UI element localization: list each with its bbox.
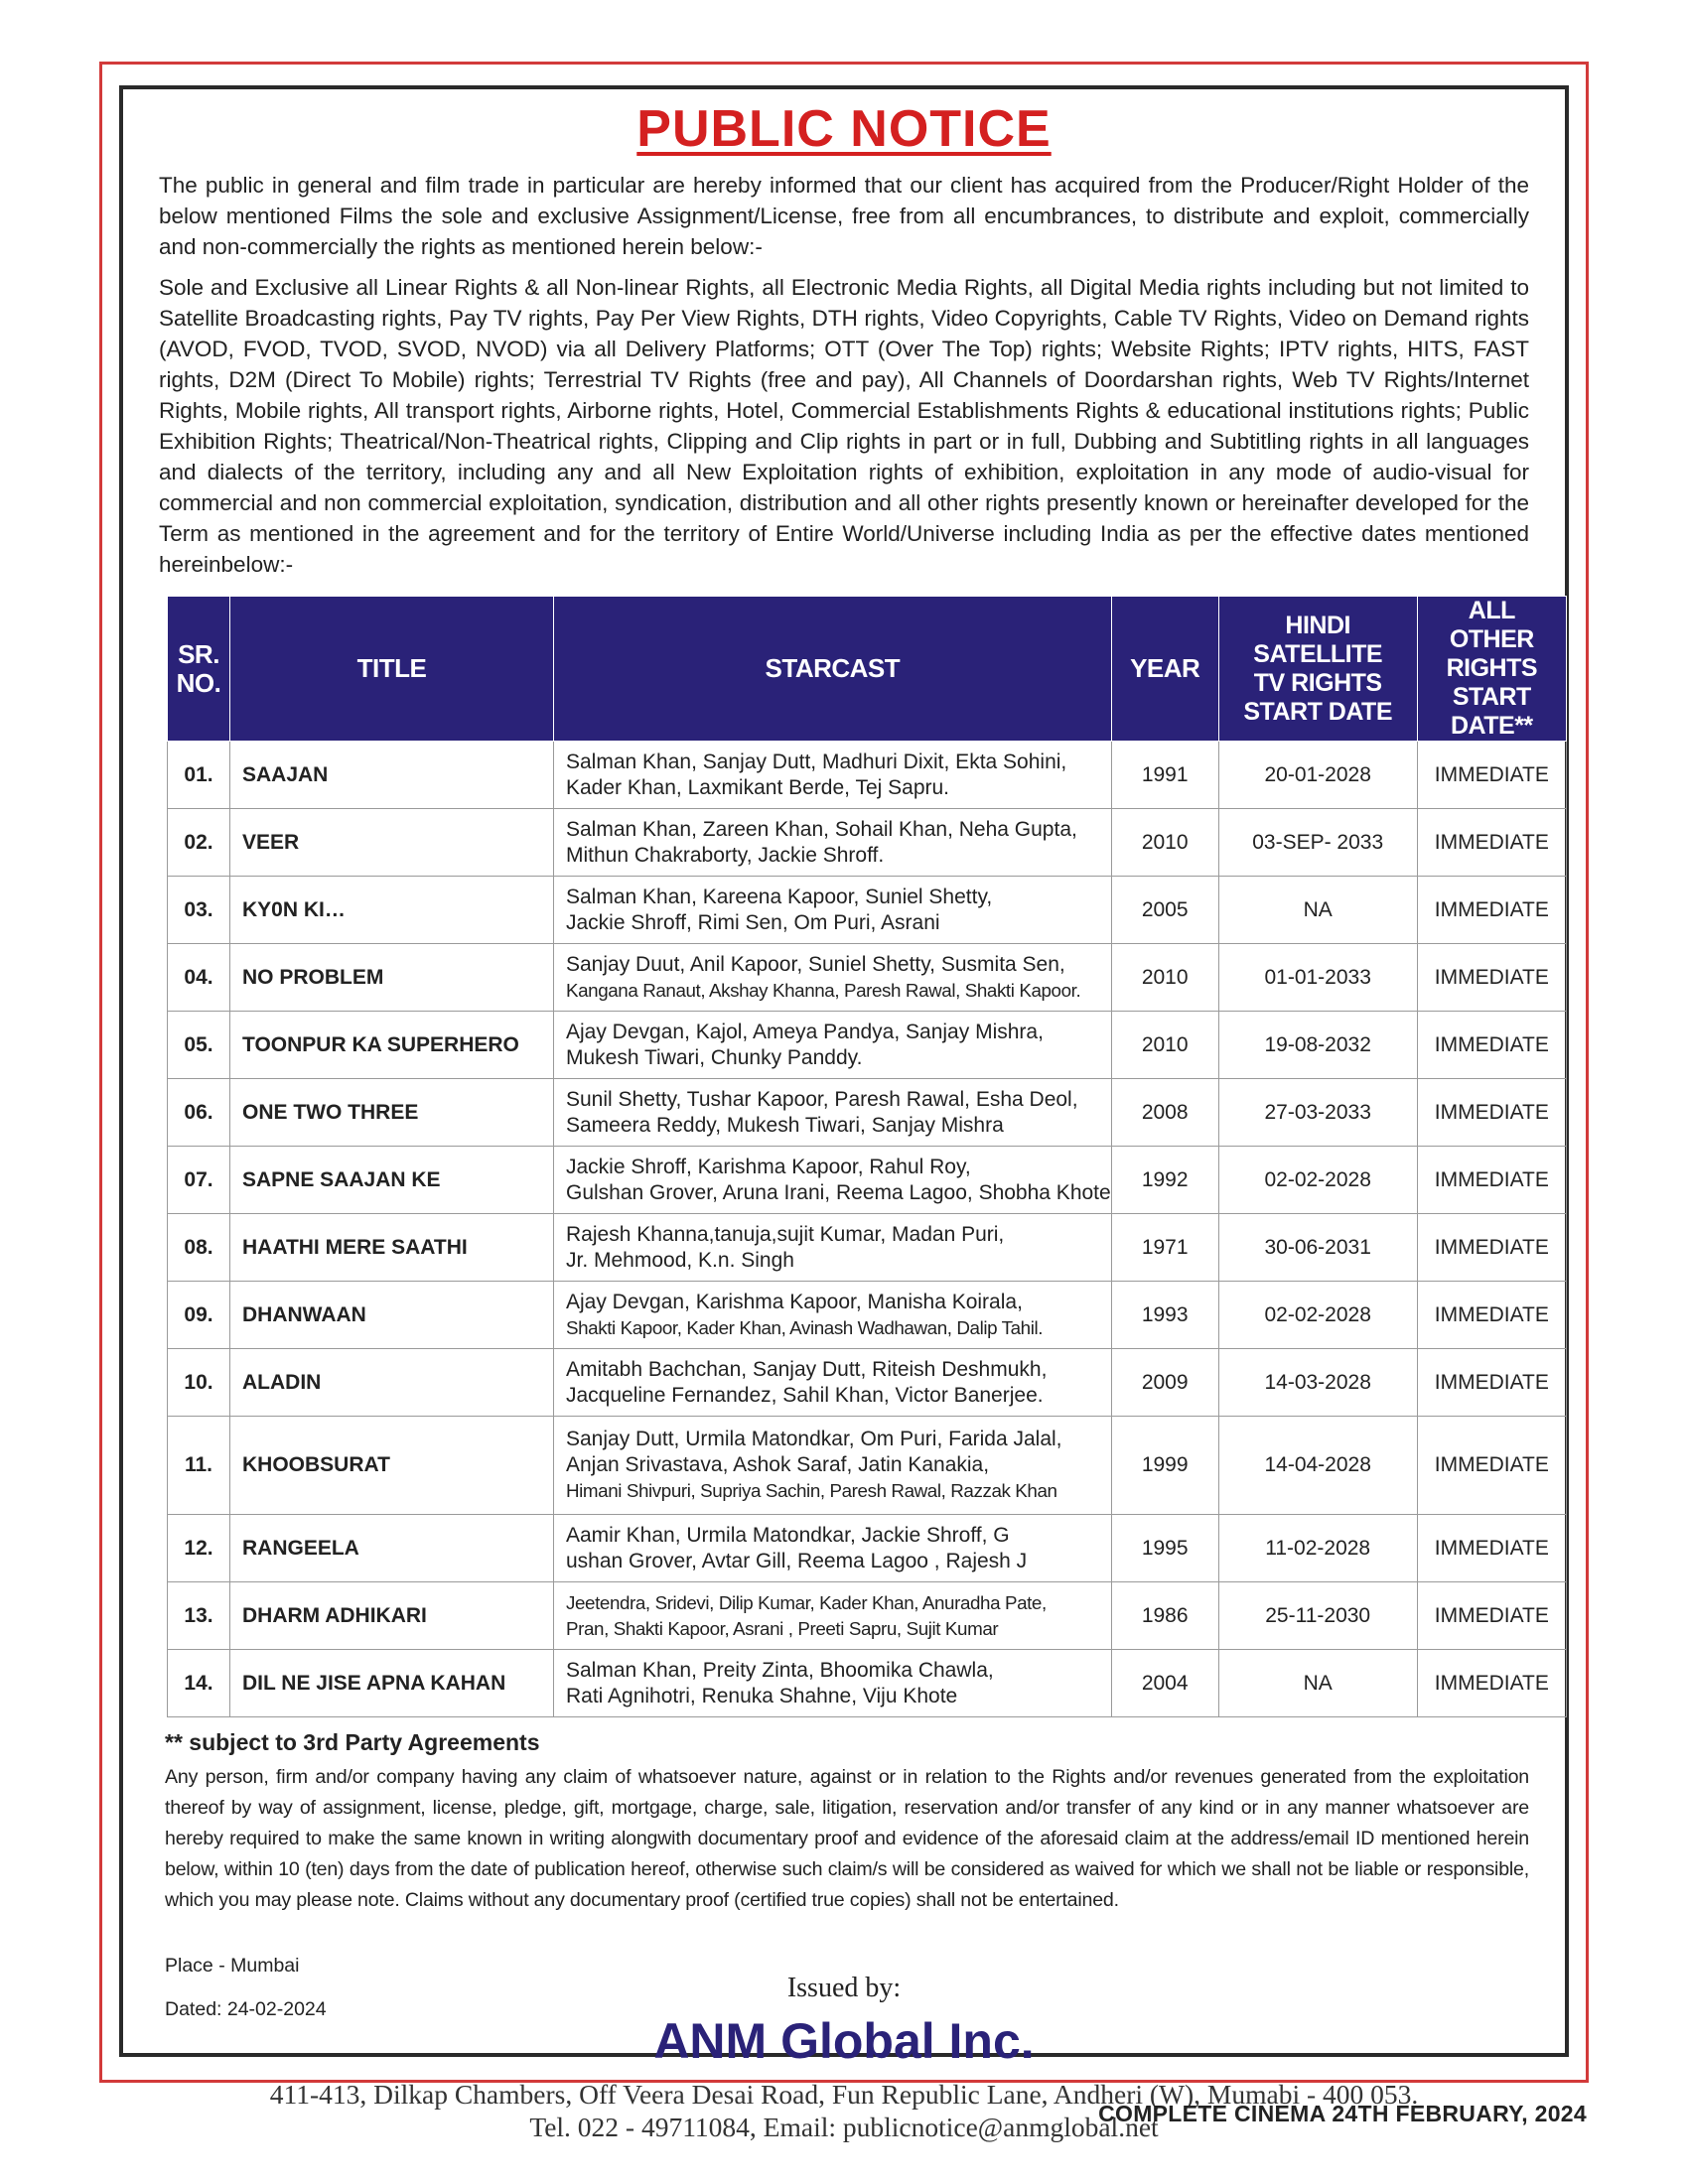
- table-row: [168, 1147, 1567, 1214]
- footnote: ** subject to 3rd Party Agreements: [165, 1729, 540, 1756]
- issuer-address: 411-413, Dilkap Chambers, Off Veera Desai Road, Fun Republic Lane, Andheri (W), Mumabi - 400 053.: [269, 2079, 1419, 2110]
- cell-year: 2008: [1111, 1079, 1218, 1147]
- table-row: [168, 1349, 1567, 1417]
- cell-sr-no: 14.: [168, 1650, 230, 1717]
- cell-title: SAAJAN: [230, 742, 554, 809]
- cell-other-start-date: IMMEDIATE: [1417, 1012, 1566, 1079]
- header-title: TITLE: [230, 597, 554, 742]
- cell-hindi-start-date: 01-01-2033: [1218, 944, 1417, 1012]
- cell-sr-no: 03.: [168, 877, 230, 944]
- header-hindi-satellite-start: HINDI SATELLITE TV RIGHTS START DATE: [1218, 597, 1417, 742]
- table-body: [168, 742, 1567, 1717]
- table-row: [168, 1012, 1567, 1079]
- issuer-company: ANM Global Inc.: [653, 2013, 1035, 2069]
- intro-paragraph: The public in general and film trade in particular are hereby informed that our client has acquired from the Producer/Right Holder of the below mentioned Films the sole and exclusive Assignment/License, free from all encumbrances, to distribute and exploit, commercially and non-commercially the rights as mentioned herein below:-: [159, 173, 1529, 260]
- cell-title: ONE TWO THREE: [230, 1079, 554, 1147]
- cell-sr-no: 07.: [168, 1147, 230, 1214]
- cell-other-start-date: IMMEDIATE: [1417, 1515, 1566, 1582]
- starcast-line: Jr. Mehmood, K.n. Singh: [566, 1248, 794, 1272]
- cell-starcast: [554, 877, 1112, 944]
- starcast-line: Sanjay Dutt, Urmila Matondkar, Om Puri, Farida Jalal,: [566, 1428, 1062, 1451]
- starcast-line: Amitabh Bachchan, Sanjay Dutt, Riteish Deshmukh,: [566, 1357, 1048, 1381]
- header-other-rights-start: ALL OTHER RIGHTS START DATE**: [1417, 597, 1566, 742]
- issuer-contact: Tel. 022 - 49711084, Email: publicnotice@anmglobal.net: [529, 2112, 1159, 2142]
- cell-other-start-date: IMMEDIATE: [1417, 877, 1566, 944]
- cell-starcast: [554, 1282, 1112, 1349]
- starcast-line: Mithun Chakraborty, Jackie Shroff.: [566, 843, 885, 867]
- starcast-line: Salman Khan, Zareen Khan, Sohail Khan, Neha Gupta,: [566, 817, 1077, 841]
- cell-sr-no: 10.: [168, 1349, 230, 1417]
- cell-hindi-start-date: 19-08-2032: [1218, 1012, 1417, 1079]
- cell-hindi-start-date: 03-SEP- 2033: [1218, 809, 1417, 877]
- starcast-line: Rajesh Khanna,tanuja,sujit Kumar, Madan Puri,: [566, 1222, 1005, 1246]
- claims-disclaimer: Any person, firm and/or company having any claim of whatsoever nature, against or in relation to the Rights and/or revenues generated from the exploitation thereof by way of assignment, license, pledge, gift, mortgage, charge, sale, litigation, reservation and/or transfer of any kind or in any manner whatsoever are hereby required to make the same known in writing alongwith documentary proof and evidence of the aforesaid claim at the address/email ID mentioned herein below, within 10 (ten) days from the date of publication hereof, otherwise such claim/s will be considered as waived for which we shall not be liable or responsible, which you may please note. Claims without any documentary proof (certified true copies) shall not be entertained.: [165, 1766, 1529, 1912]
- cell-starcast: [554, 944, 1112, 1012]
- table-row: [168, 1417, 1567, 1515]
- starcast-line: Sunil Shetty, Tushar Kapoor, Paresh Rawal, Esha Deol,: [566, 1087, 1078, 1111]
- cell-other-start-date: IMMEDIATE: [1417, 1079, 1566, 1147]
- cell-title: DIL NE JISE APNA KAHAN: [230, 1650, 554, 1717]
- cell-hindi-start-date: NA: [1218, 877, 1417, 944]
- table-row: [168, 1282, 1567, 1349]
- cell-year: 1992: [1111, 1147, 1218, 1214]
- table-row: [168, 742, 1567, 809]
- starcast-line: Jackie Shroff, Rimi Sen, Om Puri, Asrani: [566, 910, 940, 934]
- cell-year: 2005: [1111, 877, 1218, 944]
- starcast-line: Jackie Shroff, Karishma Kapoor, Rahul Roy,: [566, 1155, 971, 1178]
- cell-title: SAPNE SAAJAN KE: [230, 1147, 554, 1214]
- cell-title: VEER: [230, 809, 554, 877]
- table-header-row: [168, 597, 1567, 742]
- starcast-line: Himani Shivpuri, Supriya Sachin, Paresh Rawal, Razzak Khan: [566, 1480, 1057, 1502]
- starcast-line: Pran, Shakti Kapoor, Asrani , Preeti Sapru, Sujit Kumar: [566, 1617, 999, 1639]
- cell-title: ALADIN: [230, 1349, 554, 1417]
- cell-title: KHOOBSURAT: [230, 1417, 554, 1515]
- cell-title: NO PROBLEM: [230, 944, 554, 1012]
- cell-other-start-date: IMMEDIATE: [1417, 1147, 1566, 1214]
- cell-starcast: [554, 1079, 1112, 1147]
- notice-title: PUBLIC NOTICE: [636, 100, 1052, 158]
- cell-starcast: [554, 1650, 1112, 1717]
- cell-year: 1995: [1111, 1515, 1218, 1582]
- cell-title: HAATHI MERE SAATHI: [230, 1214, 554, 1282]
- cell-other-start-date: IMMEDIATE: [1417, 1214, 1566, 1282]
- table-row: [168, 1650, 1567, 1717]
- starcast-line: Sameera Reddy, Mukesh Tiwari, Sanjay Mishra: [566, 1113, 1004, 1137]
- cell-hindi-start-date: 25-11-2030: [1218, 1582, 1417, 1650]
- cell-sr-no: 05.: [168, 1012, 230, 1079]
- cell-hindi-start-date: 02-02-2028: [1218, 1147, 1417, 1214]
- cell-starcast: [554, 1582, 1112, 1650]
- cell-hindi-start-date: 20-01-2028: [1218, 742, 1417, 809]
- starcast-line: ushan Grover, Avtar Gill, Reema Lagoo , Rajesh J: [566, 1549, 1028, 1572]
- cell-sr-no: 04.: [168, 944, 230, 1012]
- cell-sr-no: 01.: [168, 742, 230, 809]
- table-row: [168, 1079, 1567, 1147]
- starcast-line: Salman Khan, Sanjay Dutt, Madhuri Dixit, Ekta Sohini,: [566, 750, 1067, 773]
- header-sr-no: SR. NO.: [168, 597, 230, 742]
- cell-year: 1993: [1111, 1282, 1218, 1349]
- cell-year: 1986: [1111, 1582, 1218, 1650]
- starcast-line: Kader Khan, Laxmikant Berde, Tej Sapru.: [566, 775, 950, 799]
- cell-other-start-date: IMMEDIATE: [1417, 742, 1566, 809]
- cell-starcast: [554, 1515, 1112, 1582]
- starcast-line: Salman Khan, Preity Zinta, Bhoomika Chawla,: [566, 1658, 994, 1682]
- table-row: [168, 1214, 1567, 1282]
- cell-sr-no: 09.: [168, 1282, 230, 1349]
- cell-sr-no: 11.: [168, 1417, 230, 1515]
- rights-paragraph: Sole and Exclusive all Linear Rights & all Non-linear Rights, all Electronic Media Rights, all Digital Media rights including but not limited to Satellite Broadcasting rights, Pay TV rights, Pay Per View Rights, DTH rights, Video Copyrights, Cable TV Rights, Video on Demand rights (AVOD, FVOD, TVOD, SVOD, NVOD) via all Delivery Platforms; OTT (Over The Top) rights; Website Rights; IPTV rights, HITS, FAST rights, D2M (Direct To Mobile) rights; Terrestrial TV Rights (free and pay), All Channels of Doordarshan rights, Web TV Rights/Internet Rights, Mobile rights, All transport rights, Airborne rights, Hotel, Commercial Establishments Rights & educational institutions rights; Public Exhibition Rights; Theatrical/Non-Theatrical rights, Clipping and Clip rights in part or in full, Dubbing and Subtitling rights in all languages and dialects of the territory, including any and all New Exploitation rights of exhibition, exploitation in any mode of audio-visual for commercial and non commercial exploitation, syndication, distribution and all other rights presently known or hereinafter developed for the Term as mentioned in the agreement and for the territory of Entire World/Universe including India as per the effective dates mentioned hereinbelow:-: [159, 275, 1529, 578]
- cell-other-start-date: IMMEDIATE: [1417, 1349, 1566, 1417]
- cell-starcast: [554, 1214, 1112, 1282]
- starcast-line: Shakti Kapoor, Kader Khan, Avinash Wadhawan, Dalip Tahil.: [566, 1316, 1044, 1338]
- table-row: [168, 1582, 1567, 1650]
- cell-other-start-date: IMMEDIATE: [1417, 1282, 1566, 1349]
- dated: Dated: 24-02-2024: [165, 1998, 327, 2020]
- table-row: [168, 809, 1567, 877]
- cell-sr-no: 08.: [168, 1214, 230, 1282]
- cell-year: 2010: [1111, 1012, 1218, 1079]
- cell-other-start-date: IMMEDIATE: [1417, 944, 1566, 1012]
- starcast-line: Ajay Devgan, Karishma Kapoor, Manisha Koirala,: [566, 1290, 1023, 1313]
- cell-hindi-start-date: 27-03-2033: [1218, 1079, 1417, 1147]
- starcast-line: Mukesh Tiwari, Chunky Panddy.: [566, 1045, 863, 1069]
- cell-starcast: [554, 1012, 1112, 1079]
- starcast-line: Aamir Khan, Urmila Matondkar, Jackie Shroff, G: [566, 1523, 1010, 1547]
- cell-other-start-date: IMMEDIATE: [1417, 1417, 1566, 1515]
- cell-hindi-start-date: 11-02-2028: [1218, 1515, 1417, 1582]
- cell-year: 1999: [1111, 1417, 1218, 1515]
- starcast-line: Gulshan Grover, Aruna Irani, Reema Lagoo, Shobha Khote: [566, 1180, 1111, 1204]
- table-row: [168, 1515, 1567, 1582]
- cell-sr-no: 12.: [168, 1515, 230, 1582]
- starcast-line: Jeetendra, Sridevi, Dilip Kumar, Kader Khan, Anuradha Pate,: [566, 1591, 1047, 1613]
- cell-other-start-date: IMMEDIATE: [1417, 1650, 1566, 1717]
- table-row: [168, 944, 1567, 1012]
- cell-sr-no: 02.: [168, 809, 230, 877]
- starcast-line: Anjan Srivastava, Ashok Saraf, Jatin Kanakia,: [566, 1453, 990, 1477]
- header-starcast: STARCAST: [554, 597, 1112, 742]
- cell-other-start-date: IMMEDIATE: [1417, 809, 1566, 877]
- starcast-line: Salman Khan, Kareena Kapoor, Suniel Shetty,: [566, 885, 993, 908]
- cell-starcast: [554, 809, 1112, 877]
- cell-sr-no: 13.: [168, 1582, 230, 1650]
- starcast-line: Sanjay Duut, Anil Kapoor, Suniel Shetty, Susmita Sen,: [566, 952, 1065, 976]
- cell-title: TOONPUR KA SUPERHERO: [230, 1012, 554, 1079]
- cell-hindi-start-date: 02-02-2028: [1218, 1282, 1417, 1349]
- cell-year: 2009: [1111, 1349, 1218, 1417]
- cell-hindi-start-date: NA: [1218, 1650, 1417, 1717]
- cell-hindi-start-date: 14-03-2028: [1218, 1349, 1417, 1417]
- cell-year: 2004: [1111, 1650, 1218, 1717]
- cell-other-start-date: IMMEDIATE: [1417, 1582, 1566, 1650]
- starcast-line: Ajay Devgan, Kajol, Ameya Pandya, Sanjay Mishra,: [566, 1020, 1044, 1043]
- cell-title: RANGEELA: [230, 1515, 554, 1582]
- cell-hindi-start-date: 14-04-2028: [1218, 1417, 1417, 1515]
- cell-starcast: [554, 1147, 1112, 1214]
- place: Place - Mumbai: [165, 1955, 300, 1977]
- cell-year: 2010: [1111, 944, 1218, 1012]
- cell-title: KY0N KI…: [230, 877, 554, 944]
- starcast-line: Jacqueline Fernandez, Sahil Khan, Victor Banerjee.: [566, 1383, 1044, 1407]
- header-year: YEAR: [1111, 597, 1218, 742]
- cell-title: DHANWAAN: [230, 1282, 554, 1349]
- cell-hindi-start-date: 30-06-2031: [1218, 1214, 1417, 1282]
- cell-starcast: [554, 1349, 1112, 1417]
- publication-source-line: COMPLETE CINEMA 24TH FEBRUARY, 2024: [1098, 2101, 1587, 2126]
- films-table: [167, 596, 1567, 1717]
- cell-starcast: [554, 742, 1112, 809]
- cell-starcast: [554, 1417, 1112, 1515]
- starcast-line: Rati Agnihotri, Renuka Shahne, Viju Khote: [566, 1684, 958, 1707]
- table-row: [168, 877, 1567, 944]
- starcast-line: Kangana Ranaut, Akshay Khanna, Paresh Rawal, Shakti Kapoor.: [566, 979, 1081, 1001]
- cell-year: 1971: [1111, 1214, 1218, 1282]
- cell-year: 1991: [1111, 742, 1218, 809]
- issued-by-label: Issued by:: [786, 1973, 902, 2003]
- cell-year: 2010: [1111, 809, 1218, 877]
- cell-title: DHARM ADHIKARI: [230, 1582, 554, 1650]
- cell-sr-no: 06.: [168, 1079, 230, 1147]
